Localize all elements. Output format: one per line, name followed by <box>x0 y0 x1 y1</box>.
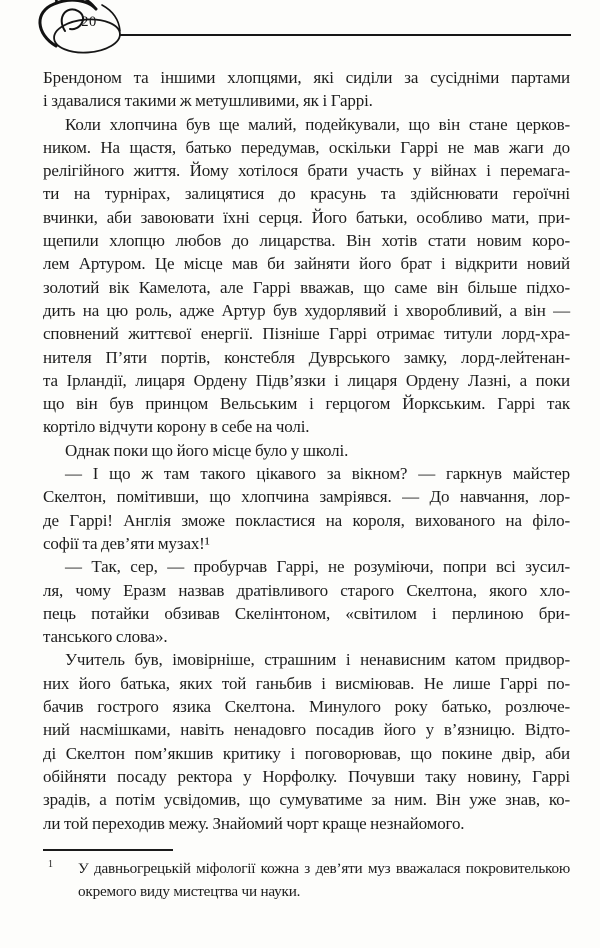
text-line: вчинки, аби завоювати їхні серця. Його батьки, особливо мати, при- <box>43 207 570 227</box>
text-line: Брендоном та іншими хлопцями, які сиділи за сусідніми партами <box>43 68 570 87</box>
text-line: ти на турнірах, залицятися до красунь та здійснювати героїчні <box>43 184 570 204</box>
text-line: бачив гострого язика Скелтона. Минулого року батько, розлюче- <box>43 697 570 717</box>
text-line: них його батька, яких той ганьбив і висміював. Не лише Гаррі по- <box>43 673 570 693</box>
text-line: щепили хлопцю любов до лицарства. Він хотів стати новим коро- <box>43 231 570 251</box>
text-line: сповнений життєвої енергії. Пізніше Гаррі отримає титули лорд-хра- <box>43 324 570 344</box>
footnote-marker: 1 <box>48 859 53 870</box>
text-line: кортіло відчути корону в себе на чолі. <box>43 417 310 437</box>
text-line: лем Артуром. Це місце мав би зайняти його брат і відкрити новий <box>43 254 570 274</box>
text-line: Скелтон, помітивши, що хлопчина замріявся. — До навчання, лор- <box>43 487 570 507</box>
text-line: релігійного життя. Йому хотілося брати участь у війнах і перемага- <box>43 161 570 181</box>
text-line: танського слова». <box>43 627 168 647</box>
text-line: ля, чому Еразм назвав дратівливого старого Скелтона, якого хло- <box>43 580 570 600</box>
text-line: зрадів, а потім усвідомив, що сумуватиме за ним. Він уже знав, ко- <box>43 790 570 810</box>
paragraph <box>43 555 570 648</box>
paragraph <box>43 462 570 555</box>
header-rule <box>119 34 571 36</box>
page-number: 20 <box>81 14 97 30</box>
footnote-lines <box>43 858 570 903</box>
text-line: Однак поки що його місце було у школі. <box>65 440 349 460</box>
text-line: де Гаррі! Англія зможе покластися на короля, вихованого на філо- <box>43 510 570 530</box>
text-line: ді Скелтон пом’якшив критику і поговорював, що покине двір, аби <box>43 743 570 763</box>
paragraph <box>43 439 570 462</box>
paragraph <box>43 66 570 113</box>
text-line: софії та дев’яти музах!¹ <box>43 533 210 553</box>
text-line: Учитель був, імовірніше, страшним і ненависним катом придвор- <box>65 650 570 670</box>
text-line: ником. На щастя, батько передумав, оскільки Гаррі не мав жаги до <box>43 137 570 157</box>
text-line: золотий вік Камелота, але Гаррі вважав, що саме він більше підхо- <box>43 277 570 297</box>
footnote-separator <box>43 849 173 851</box>
paragraph <box>43 113 570 439</box>
text-line: та Ірландії, лицаря Ордену Підв’язки і лицаря Ордену Лазні, а поки <box>43 370 570 390</box>
text-line: дить на цю роль, адже Артур був худорлявий і хворобливий, а він — <box>43 300 570 320</box>
paragraph <box>43 648 570 834</box>
text-line: ний насмішками, навіть ненадовго посадив його у в’язницю. Відто- <box>43 720 570 740</box>
text-block <box>43 66 570 835</box>
text-line: що він був принцом Вельським і герцогом Йоркським. Гаррі так <box>43 394 570 414</box>
text-line: — Так, сер, — пробурчав Гаррі, не розуміючи, попри всі зусил- <box>65 557 570 577</box>
text-line: — І що ж там такого цікавого за вікном? — гаркнув майстер <box>65 464 570 484</box>
text-line: Коли хлопчина був ще малий, подейкували, що він стане церков- <box>65 114 570 134</box>
text-line: пець потайки обзивав Скелінтоном, «світилом і перлиною бри- <box>43 603 570 623</box>
footnote <box>43 858 570 903</box>
footnote-line: окремого виду мистецтва чи науки. <box>78 882 301 900</box>
text-line: обійняти посаду ректора у Норфолку. Почувши таку новину, Гаррі <box>43 766 570 786</box>
text-line: і здавалися такими ж метушливими, як і Гаррі. <box>43 91 373 111</box>
footnote-line: У давньогрецькій міфології кожна з дев’яти муз вважалася покровителькою <box>78 860 570 877</box>
text-line: нителя П’яти портів, констебля Дуврського замку, лорд-лейтенан- <box>43 347 570 367</box>
text-line: ли той переходив межу. Знайомий чорт краще незнайомого. <box>43 813 465 833</box>
